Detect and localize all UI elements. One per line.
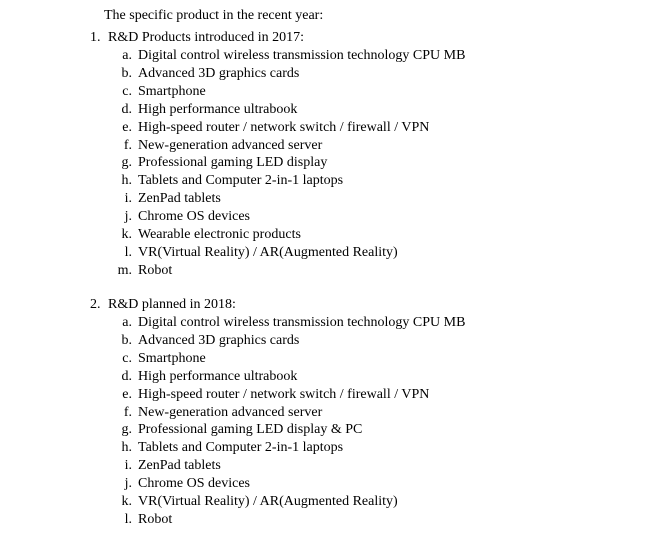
list-item-text: ZenPad tablets xyxy=(138,191,221,207)
list-item-text: Professional gaming LED display xyxy=(138,155,328,171)
list-item-letter: f. xyxy=(123,404,132,420)
list-item-letter: j. xyxy=(124,209,132,225)
list-item-text: Advanced 3D graphics cards xyxy=(138,332,300,348)
list-item-letter: c. xyxy=(122,350,132,366)
list-item-letter: h. xyxy=(121,440,132,456)
list-item-text: High-speed router / network switch / firewall / VPN xyxy=(138,119,430,135)
list-item-text: Robot xyxy=(138,511,173,527)
list-item-letter: f. xyxy=(123,137,132,153)
section-1-heading xyxy=(90,29,304,47)
list-item-text: Digital control wireless transmission technology CPU MB xyxy=(138,48,466,63)
list-item-text: Digital control wireless transmission technology CPU MB xyxy=(138,315,466,330)
list-item-letter: k. xyxy=(121,227,132,242)
list-item-letter: k. xyxy=(121,494,132,509)
list-item-text: Wearable electronic products xyxy=(138,227,301,242)
list-item-letter: i. xyxy=(124,458,132,474)
list-item-text: New-generation advanced server xyxy=(138,137,323,153)
list-item-text: Advanced 3D graphics cards xyxy=(138,65,300,81)
list-item-text: Tablets and Computer 2-in-1 laptops xyxy=(138,173,344,189)
list-item-text: Chrome OS devices xyxy=(138,476,250,492)
list-item-text: Chrome OS devices xyxy=(138,209,250,225)
section-1-number: 1. xyxy=(90,30,101,45)
list-item-letter: h. xyxy=(121,173,132,189)
list-item-letter: c. xyxy=(122,83,132,99)
list-item-text: ZenPad tablets xyxy=(138,458,221,474)
list-item-letter: g. xyxy=(121,422,132,438)
list-item-text: Robot xyxy=(138,262,173,278)
list-item-letter: e. xyxy=(122,386,132,402)
list-item-letter: a. xyxy=(122,315,132,330)
list-item-text: Tablets and Computer 2-in-1 laptops xyxy=(138,440,344,456)
section-2-number: 2. xyxy=(90,297,101,312)
list-item-text: Smartphone xyxy=(138,83,206,99)
list-item-text: VR(Virtual Reality) / AR(Augmented Reality) xyxy=(138,494,398,509)
section-2-title: R&D planned in 2018: xyxy=(108,297,236,312)
list-item-letter: d. xyxy=(121,368,132,384)
list-item-letter: l. xyxy=(124,511,132,527)
list-item-letter: m. xyxy=(117,262,132,278)
list-item-text: New-generation advanced server xyxy=(138,404,323,420)
list-item-text: High-speed router / network switch / firewall / VPN xyxy=(138,386,430,402)
list-item-text: Professional gaming LED display & PC xyxy=(138,422,363,438)
list-item-letter: e. xyxy=(122,119,132,135)
section-1-title: R&D Products introduced in 2017: xyxy=(108,30,304,45)
list-item-letter: g. xyxy=(121,155,132,171)
list-item-letter: j. xyxy=(124,476,132,492)
section-2-heading xyxy=(90,296,236,314)
list-item-letter: b. xyxy=(121,65,132,81)
list-item-letter: d. xyxy=(121,101,132,117)
list-item-letter: l. xyxy=(124,244,132,260)
list-item-text: Smartphone xyxy=(138,350,206,366)
intro-text: The specific product in the recent year: xyxy=(104,8,324,23)
list-item-text: High performance ultrabook xyxy=(138,368,298,384)
list-item-letter: i. xyxy=(124,191,132,207)
list-item-text: High performance ultrabook xyxy=(138,101,298,117)
list-item-letter: b. xyxy=(121,332,132,348)
list-item-letter: a. xyxy=(122,48,132,63)
list-item-text: VR(Virtual Reality) / AR(Augmented Reality) xyxy=(138,244,398,260)
